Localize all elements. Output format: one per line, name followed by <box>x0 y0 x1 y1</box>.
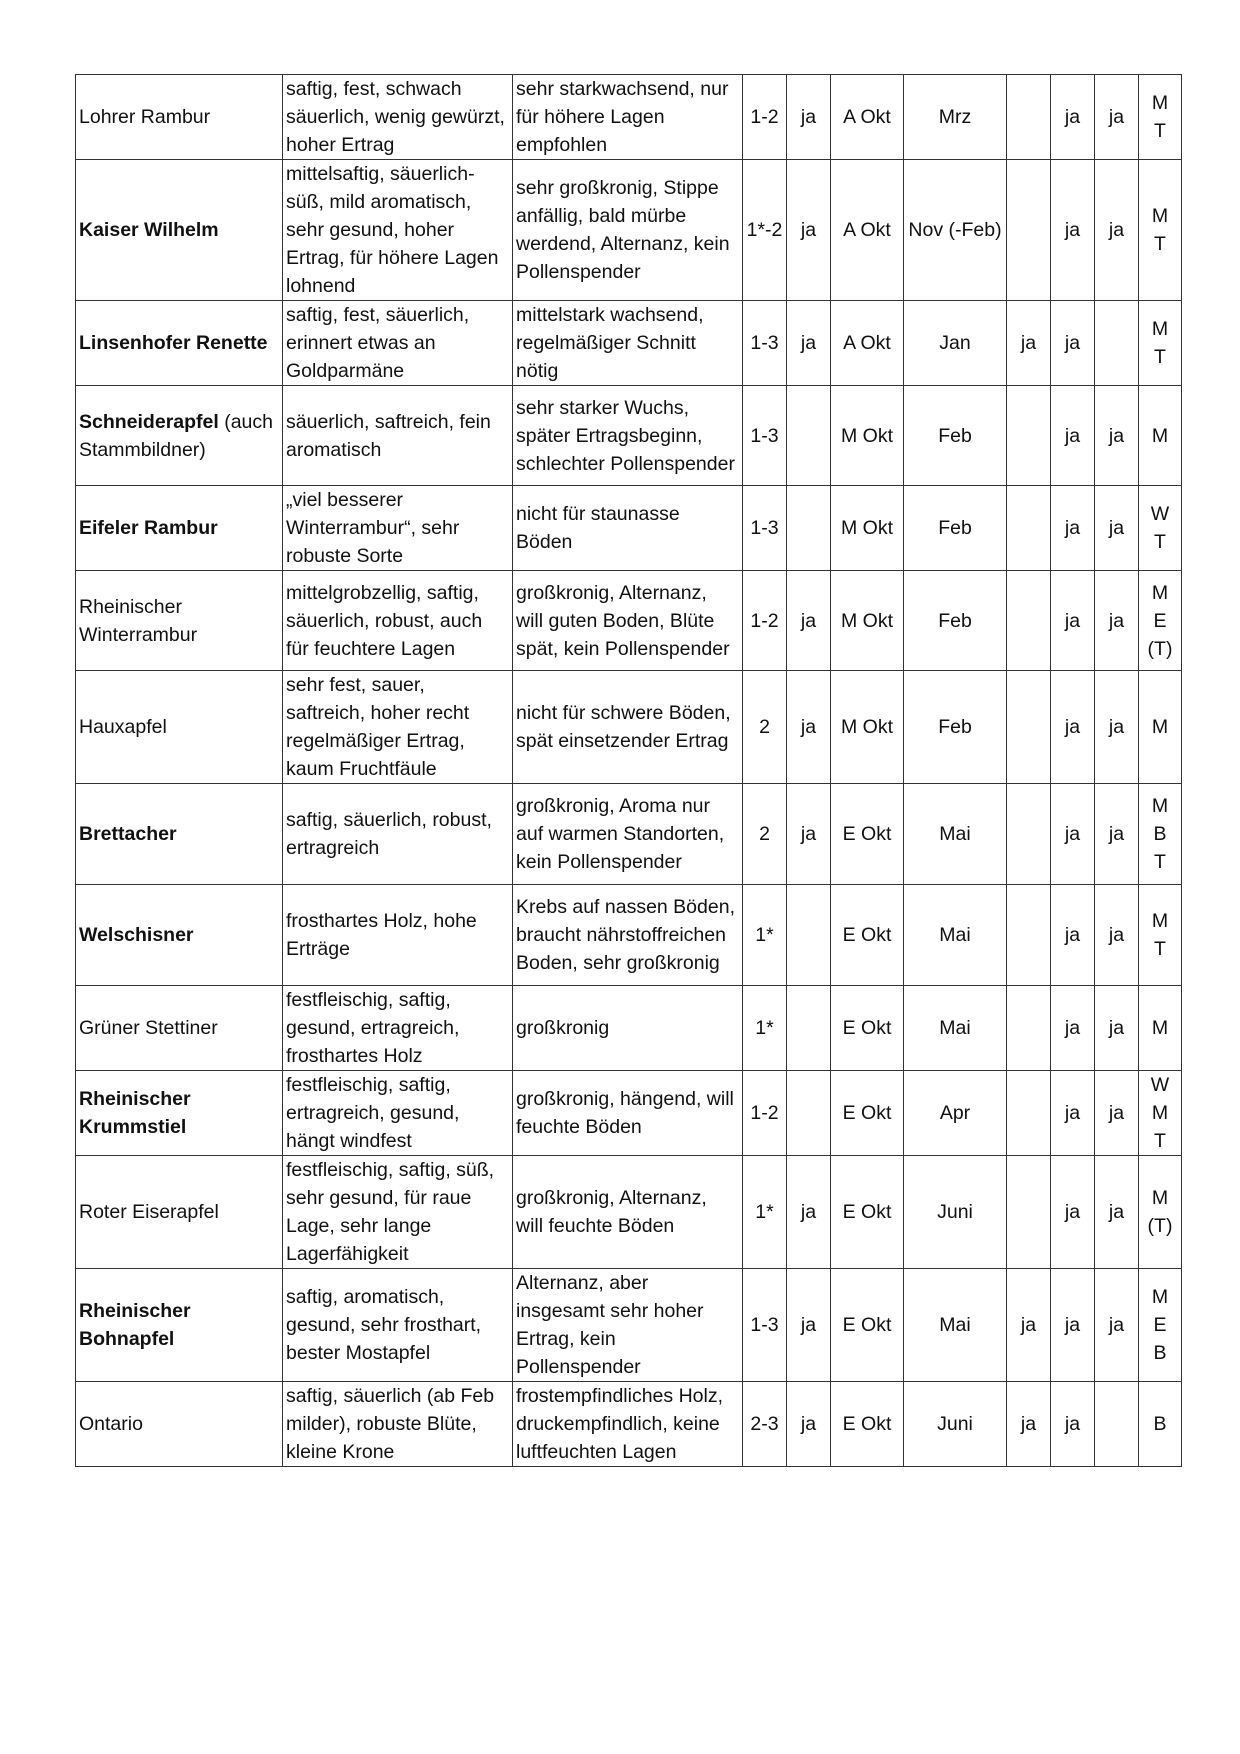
flag-cell <box>787 486 831 571</box>
usage-cell <box>1139 75 1182 160</box>
ripening-cell: E Okt <box>831 1156 904 1269</box>
variety-name: Roter Eiserapfel <box>79 1201 219 1223</box>
ripening-cell: E Okt <box>831 885 904 986</box>
flag-cell: ja <box>787 571 831 671</box>
yield-cell: 1*-2 <box>743 160 787 301</box>
table-row <box>76 1071 1182 1156</box>
table-row <box>76 885 1182 986</box>
growth-cell: nicht für schwere Böden, spät einsetzender Ertrag <box>513 671 743 784</box>
growth-cell: großkronig, Alternanz, will feuchte Böden <box>513 1156 743 1269</box>
usage-code: (T) <box>1147 637 1173 660</box>
flag-cell <box>1095 301 1139 386</box>
usage-code: T <box>1154 938 1166 960</box>
usage-code: T <box>1154 120 1166 142</box>
storage-cell: Feb <box>904 671 1007 784</box>
flag-cell: ja <box>787 75 831 160</box>
taste-cell: mittelgrobzellig, saftig, säuerlich, robust, auch für feuchtere Lagen <box>283 571 513 671</box>
variety-name: Lohrer Rambur <box>79 106 211 128</box>
yield-cell: 2 <box>743 671 787 784</box>
usage-code: M <box>1151 1102 1169 1124</box>
usage-cell <box>1139 301 1182 386</box>
flag-cell: ja <box>787 1269 831 1382</box>
flag-cell: ja <box>1051 486 1095 571</box>
flag-cell: ja <box>1051 1269 1095 1382</box>
ripening-cell: A Okt <box>831 75 904 160</box>
flag-cell <box>1007 986 1051 1071</box>
flag-cell: ja <box>1051 885 1095 986</box>
flag-cell <box>1007 784 1051 885</box>
usage-cell <box>1139 1382 1182 1467</box>
table-row <box>76 386 1182 486</box>
flag-cell: ja <box>1051 386 1095 486</box>
table-row <box>76 301 1182 386</box>
flag-cell: ja <box>1051 671 1095 784</box>
growth-cell: Krebs auf nassen Böden, braucht nährstoffreichen Boden, sehr großkronig <box>513 885 743 986</box>
usage-code: W <box>1150 503 1170 525</box>
table-row <box>76 160 1182 301</box>
variety-name-cell <box>76 986 283 1071</box>
ripening-cell: E Okt <box>831 784 904 885</box>
flag-cell <box>1007 671 1051 784</box>
usage-code: E <box>1153 1314 1167 1336</box>
variety-name-cell <box>76 386 283 486</box>
variety-name-note: (auch Stammbildner) <box>79 410 273 461</box>
ripening-cell: A Okt <box>831 301 904 386</box>
flag-cell: ja <box>787 301 831 386</box>
yield-cell: 1* <box>743 986 787 1071</box>
ripening-cell: M Okt <box>831 571 904 671</box>
ripening-cell: E Okt <box>831 1269 904 1382</box>
growth-cell: großkronig <box>513 986 743 1071</box>
table-row <box>76 986 1182 1071</box>
usage-cell <box>1139 784 1182 885</box>
yield-cell: 1-2 <box>743 75 787 160</box>
variety-name-cell <box>76 671 283 784</box>
storage-cell: Mai <box>904 986 1007 1071</box>
flag-cell: ja <box>1095 885 1139 986</box>
table-row <box>76 75 1182 160</box>
yield-cell: 1* <box>743 885 787 986</box>
flag-cell <box>1007 486 1051 571</box>
flag-cell: ja <box>787 1382 831 1467</box>
taste-cell: saftig, säuerlich (ab Feb milder), robuste Blüte, kleine Krone <box>283 1382 513 1467</box>
growth-cell: sehr starkwachsend, nur für höhere Lagen empfohlen <box>513 75 743 160</box>
flag-cell: ja <box>1095 571 1139 671</box>
ripening-cell: E Okt <box>831 1071 904 1156</box>
flag-cell: ja <box>787 1156 831 1269</box>
storage-cell: Mai <box>904 885 1007 986</box>
flag-cell <box>787 885 831 986</box>
table-row <box>76 571 1182 671</box>
variety-name-cell <box>76 301 283 386</box>
variety-name-cell <box>76 160 283 301</box>
variety-name-cell <box>76 1071 283 1156</box>
variety-name: Schneiderapfel <box>79 410 219 433</box>
yield-cell: 1-3 <box>743 301 787 386</box>
flag-cell <box>1007 1156 1051 1269</box>
usage-cell <box>1139 986 1182 1071</box>
flag-cell: ja <box>1095 1269 1139 1382</box>
table-row <box>76 1156 1182 1269</box>
flag-cell: ja <box>1095 1071 1139 1156</box>
growth-cell: Alternanz, aber insgesamt sehr hoher Ertrag, kein Pollenspender <box>513 1269 743 1382</box>
growth-cell: sehr großkronig, Stippe anfällig, bald mürbe werdend, Alternanz, kein Pollenspender <box>513 160 743 301</box>
flag-cell: ja <box>1095 1156 1139 1269</box>
taste-cell: säuerlich, saftreich, fein aromatisch <box>283 386 513 486</box>
flag-cell: ja <box>1051 1382 1095 1467</box>
growth-cell: großkronig, Aroma nur auf warmen Standorten, kein Pollenspender <box>513 784 743 885</box>
usage-cell <box>1139 1156 1182 1269</box>
usage-code: M <box>1151 716 1169 738</box>
storage-cell: Jan <box>904 301 1007 386</box>
table-row <box>76 486 1182 571</box>
variety-name: Welschisner <box>79 924 194 946</box>
usage-cell <box>1139 160 1182 301</box>
usage-cell <box>1139 1071 1182 1156</box>
flag-cell: ja <box>1051 160 1095 301</box>
usage-code: M <box>1151 1017 1169 1039</box>
variety-name: Linsenhofer Renette <box>79 332 268 354</box>
growth-cell: großkronig, hängend, will feuchte Böden <box>513 1071 743 1156</box>
flag-cell: ja <box>1051 571 1095 671</box>
variety-name-cell <box>76 486 283 571</box>
usage-cell <box>1139 671 1182 784</box>
flag-cell <box>1007 386 1051 486</box>
growth-cell: sehr starker Wuchs, später Ertragsbeginn, schlechter Pollenspender <box>513 386 743 486</box>
storage-cell: Juni <box>904 1382 1007 1467</box>
ripening-cell: E Okt <box>831 1382 904 1467</box>
variety-name: Grüner Stettiner <box>79 1017 218 1039</box>
flag-cell: ja <box>1051 301 1095 386</box>
usage-code: (T) <box>1147 1215 1173 1237</box>
usage-code: M <box>1151 318 1169 340</box>
usage-cell <box>1139 1269 1182 1382</box>
usage-code: M <box>1151 205 1169 227</box>
usage-code: B <box>1153 1342 1167 1364</box>
usage-code: T <box>1154 346 1166 368</box>
flag-cell <box>1007 885 1051 986</box>
growth-cell: frostempfindliches Holz, druckempfindlich, keine luftfeuchten Lagen <box>513 1382 743 1467</box>
usage-code: T <box>1154 1130 1166 1152</box>
ripening-cell: M Okt <box>831 386 904 486</box>
yield-cell: 1-2 <box>743 1071 787 1156</box>
taste-cell: festfleischig, saftig, süß, sehr gesund, für raue Lage, sehr lange Lagerfähigkeit <box>283 1156 513 1269</box>
yield-cell: 2-3 <box>743 1382 787 1467</box>
ripening-cell: M Okt <box>831 671 904 784</box>
variety-name-cell <box>76 75 283 160</box>
flag-cell: ja <box>1051 784 1095 885</box>
taste-cell: festfleischig, saftig, gesund, ertragreich, frosthartes Holz <box>283 986 513 1071</box>
storage-cell: Nov (-Feb) <box>904 160 1007 301</box>
storage-cell: Mai <box>904 1269 1007 1382</box>
table-body <box>76 75 1182 1467</box>
variety-name-cell <box>76 784 283 885</box>
flag-cell <box>787 1071 831 1156</box>
variety-name: Hauxapfel <box>79 716 167 738</box>
variety-name-cell <box>76 885 283 986</box>
flag-cell <box>787 386 831 486</box>
growth-cell: großkronig, Alternanz, will guten Boden, Blüte spät, kein Pollenspender <box>513 571 743 671</box>
storage-cell: Juni <box>904 1156 1007 1269</box>
storage-cell: Feb <box>904 486 1007 571</box>
flag-cell: ja <box>1095 784 1139 885</box>
ripening-cell: A Okt <box>831 160 904 301</box>
taste-cell: festfleischig, saftig, ertragreich, gesund, hängt windfest <box>283 1071 513 1156</box>
usage-code: M <box>1151 581 1169 604</box>
usage-cell <box>1139 571 1182 671</box>
flag-cell: ja <box>1051 1071 1095 1156</box>
flag-cell: ja <box>787 160 831 301</box>
flag-cell <box>1007 160 1051 301</box>
flag-cell <box>787 986 831 1071</box>
apple-varieties-table <box>75 74 1182 1467</box>
flag-cell: ja <box>1007 301 1051 386</box>
yield-cell: 1-2 <box>743 571 787 671</box>
usage-code: M <box>1151 1187 1169 1209</box>
usage-code: W <box>1150 1074 1170 1096</box>
variety-name: Rheinischer Krummstiel <box>79 1088 191 1138</box>
variety-name: Brettacher <box>79 823 177 845</box>
variety-name: Ontario <box>79 1413 143 1435</box>
table-row <box>76 1269 1182 1382</box>
usage-code: M <box>1151 424 1169 447</box>
variety-name: Eifeler Rambur <box>79 517 218 539</box>
usage-cell <box>1139 386 1182 486</box>
table-row <box>76 1382 1182 1467</box>
usage-code: B <box>1153 1413 1167 1435</box>
usage-code: T <box>1154 531 1166 553</box>
flag-cell <box>1007 1071 1051 1156</box>
storage-cell: Mrz <box>904 75 1007 160</box>
storage-cell: Mai <box>904 784 1007 885</box>
taste-cell: sehr fest, sauer, saftreich, hoher recht regelmäßiger Ertrag, kaum Fruchtfäule <box>283 671 513 784</box>
yield-cell: 2 <box>743 784 787 885</box>
usage-code: T <box>1154 233 1166 255</box>
flag-cell <box>1007 75 1051 160</box>
taste-cell: saftig, fest, säuerlich, erinnert etwas an Goldparmäne <box>283 301 513 386</box>
variety-name-cell <box>76 1156 283 1269</box>
flag-cell: ja <box>1095 671 1139 784</box>
yield-cell: 1-3 <box>743 386 787 486</box>
table-row <box>76 671 1182 784</box>
yield-cell: 1-3 <box>743 1269 787 1382</box>
variety-name: Kaiser Wilhelm <box>79 219 219 241</box>
usage-cell <box>1139 885 1182 986</box>
growth-cell: nicht für staunasse Böden <box>513 486 743 571</box>
flag-cell: ja <box>1095 386 1139 486</box>
taste-cell: mittelsaftig, säuerlich-süß, mild aromatisch, sehr gesund, hoher Ertrag, für höhere Lagen lohnend <box>283 160 513 301</box>
usage-code: E <box>1153 609 1167 632</box>
storage-cell: Feb <box>904 386 1007 486</box>
usage-code: M <box>1151 92 1169 114</box>
ripening-cell: M Okt <box>831 486 904 571</box>
taste-cell: „viel besserer Winterrambur“, sehr robuste Sorte <box>283 486 513 571</box>
growth-cell: mittelstark wachsend, regelmäßiger Schnitt nötig <box>513 301 743 386</box>
yield-cell: 1-3 <box>743 486 787 571</box>
flag-cell: ja <box>1051 986 1095 1071</box>
yield-cell: 1* <box>743 1156 787 1269</box>
flag-cell: ja <box>1095 986 1139 1071</box>
flag-cell: ja <box>787 671 831 784</box>
flag-cell: ja <box>1095 75 1139 160</box>
taste-cell: saftig, aromatisch, gesund, sehr frosthart, bester Mostapfel <box>283 1269 513 1382</box>
table-row <box>76 784 1182 885</box>
variety-name: Rheinischer Bohnapfel <box>79 1300 191 1350</box>
variety-name: Rheinischer Winterrambur <box>79 595 198 646</box>
flag-cell: ja <box>1095 160 1139 301</box>
flag-cell: ja <box>1095 486 1139 571</box>
flag-cell: ja <box>1007 1382 1051 1467</box>
usage-code: M <box>1151 1286 1169 1308</box>
taste-cell: saftig, säuerlich, robust, ertragreich <box>283 784 513 885</box>
flag-cell: ja <box>1051 1156 1095 1269</box>
flag-cell <box>1007 571 1051 671</box>
usage-code: T <box>1154 851 1166 873</box>
ripening-cell: E Okt <box>831 986 904 1071</box>
flag-cell: ja <box>1007 1269 1051 1382</box>
storage-cell: Apr <box>904 1071 1007 1156</box>
storage-cell: Feb <box>904 571 1007 671</box>
variety-name-cell <box>76 571 283 671</box>
variety-name-cell <box>76 1382 283 1467</box>
usage-code: M <box>1151 910 1169 932</box>
usage-code: B <box>1153 823 1167 845</box>
flag-cell <box>1095 1382 1139 1467</box>
usage-code: M <box>1151 795 1169 817</box>
flag-cell: ja <box>1051 75 1095 160</box>
variety-name-cell <box>76 1269 283 1382</box>
taste-cell: saftig, fest, schwach säuerlich, wenig gewürzt, hoher Ertrag <box>283 75 513 160</box>
taste-cell: frosthartes Holz, hohe Erträge <box>283 885 513 986</box>
flag-cell: ja <box>787 784 831 885</box>
usage-cell <box>1139 486 1182 571</box>
